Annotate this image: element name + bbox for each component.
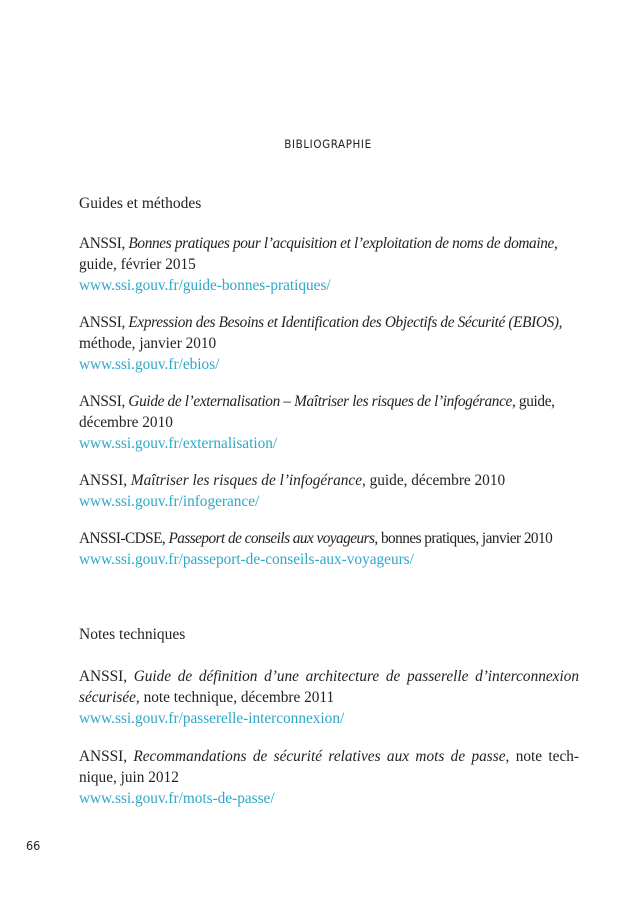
entry-details: , note tech- xyxy=(505,748,579,765)
bibliography-entry xyxy=(79,391,579,454)
entry-title: Guide de définition d’une architecture de passerelle d’interconnexion xyxy=(133,668,579,685)
entry-author: ANSSI, xyxy=(79,668,128,685)
bibliography-entry xyxy=(79,312,579,375)
entry-punctuation: , xyxy=(558,314,563,331)
entry-author: ANSSI, xyxy=(79,748,128,765)
entry-line xyxy=(79,470,579,491)
entry-link[interactable]: www.ssi.gouv.fr/guide-bonnes-pratiques/ xyxy=(79,277,331,294)
entry-line xyxy=(79,233,579,254)
entry-link[interactable]: www.ssi.gouv.fr/ebios/ xyxy=(79,356,220,373)
entry-details: nique, juin 2012 xyxy=(79,769,179,786)
entry-punctuation: , xyxy=(554,235,558,252)
section-title-notes: Notes techniques xyxy=(79,626,186,643)
entry-link[interactable]: www.ssi.gouv.fr/mots-de-passe/ xyxy=(79,790,275,807)
entry-author: ANSSI, xyxy=(79,235,125,252)
entry-line xyxy=(79,666,579,687)
entry-details: , note technique, décembre 2011 xyxy=(135,689,335,706)
entry-title: Maîtriser les risques de l’infogérance xyxy=(130,472,362,489)
entry-link[interactable]: www.ssi.gouv.fr/passerelle-interconnexion/ xyxy=(79,710,345,727)
entry-title: Recommandations de sécurité relatives aux mots de passe xyxy=(133,748,506,765)
entry-line xyxy=(79,687,579,708)
entry-title: Bonnes pratiques pour l’acquisition et l’exploitation de noms de domaine xyxy=(128,235,554,252)
entry-author: ANSSI-CDSE, xyxy=(79,530,166,547)
entry-link[interactable]: www.ssi.gouv.fr/externalisation/ xyxy=(79,435,278,452)
entry-author: ANSSI, xyxy=(79,472,128,489)
page-number: 66 xyxy=(26,838,41,853)
section-title-guides: Guides et méthodes xyxy=(79,195,202,212)
entry-line xyxy=(79,312,579,333)
bibliography-entry xyxy=(79,233,579,296)
entry-link[interactable]: www.ssi.gouv.fr/infogerance/ xyxy=(79,493,260,510)
entry-line xyxy=(79,746,579,767)
entry-title: sécurisée xyxy=(79,689,136,706)
entry-author: ANSSI, xyxy=(79,314,125,331)
entry-details: guide, février 2015 xyxy=(79,256,196,273)
page-title: BIBLIOGRAPHIE xyxy=(284,137,372,151)
entry-details: décembre 2010 xyxy=(79,414,173,431)
entry-details: , guide, décembre 2010 xyxy=(361,472,506,489)
entry-title: Guide de l’externalisation – Maîtriser les risques de l’infogérance xyxy=(128,393,512,410)
entry-line xyxy=(79,528,579,549)
bibliography-entry xyxy=(79,528,579,570)
entry-details: méthode, janvier 2010 xyxy=(79,335,217,352)
entry-title: Passeport de conseils aux voyageurs xyxy=(168,530,375,547)
entry-details: , bonnes pratiques, janvier 2010 xyxy=(374,530,553,547)
bibliography-entry xyxy=(79,470,579,512)
entry-title: Expression des Besoins et Identification des Objectifs de Sécurité (EBIOS) xyxy=(128,314,559,331)
entry-link[interactable]: www.ssi.gouv.fr/passeport-de-conseils-aux-voyageurs/ xyxy=(79,551,414,568)
entry-author: ANSSI, xyxy=(79,393,125,410)
entry-line xyxy=(79,391,579,412)
bibliography-entry xyxy=(79,746,579,809)
entry-punctuation: , guide, xyxy=(511,393,555,410)
bibliography-entry xyxy=(79,666,579,729)
